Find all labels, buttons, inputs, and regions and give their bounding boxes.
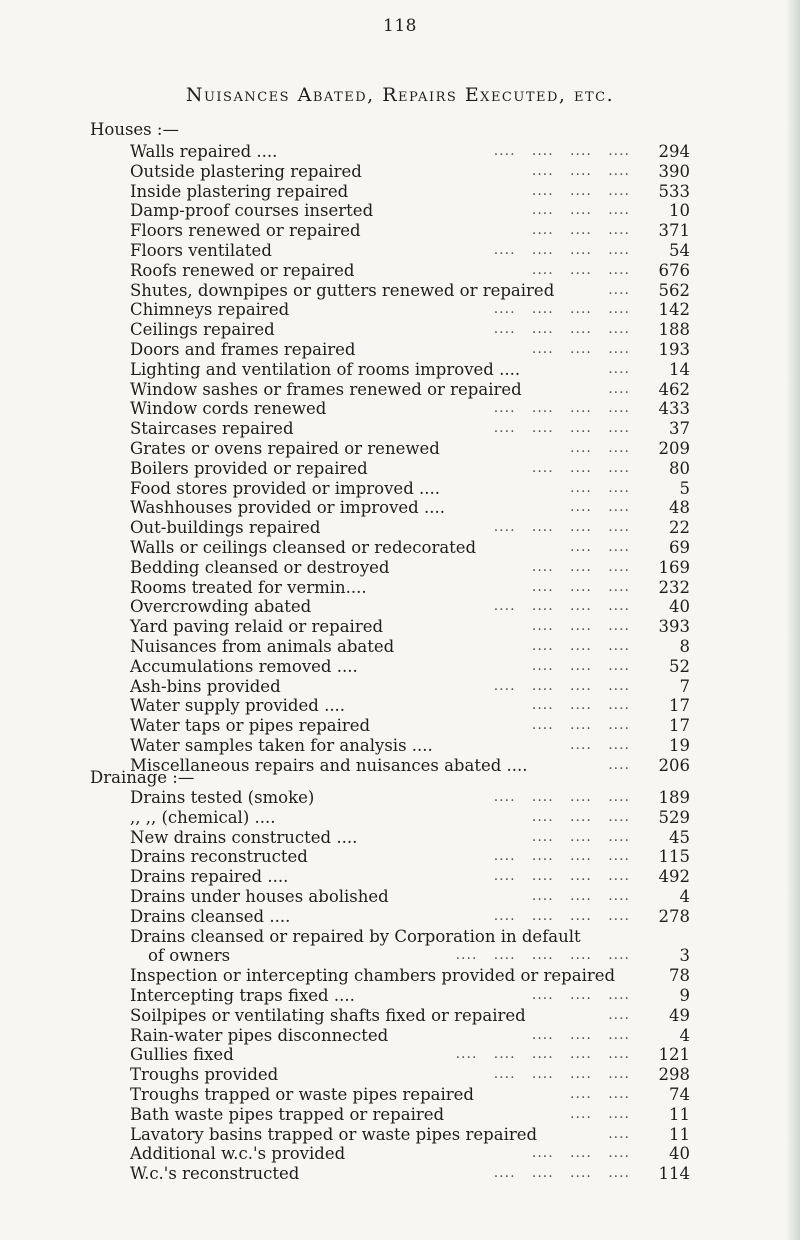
houses-row-value: 232 <box>658 577 690 597</box>
drainage-row-value: 11 <box>669 1124 690 1144</box>
drainage-row <box>130 1144 690 1164</box>
houses-row-label-text: Roofs renewed or repaired <box>130 260 355 280</box>
houses-row-value: 676 <box>658 260 690 280</box>
houses-row <box>130 597 690 617</box>
houses-row-label-text: Food stores provided or improved .... <box>130 478 440 498</box>
drainage-row-value: 78 <box>669 966 690 986</box>
houses-row <box>130 201 690 221</box>
drainage-row-leader-dots: .... .... .... <box>531 1026 630 1043</box>
houses-row <box>130 281 690 301</box>
drainage-row-label-text: Gullies fixed <box>130 1045 234 1065</box>
drainage-row-leader-dots: .... .... .... <box>531 887 630 904</box>
drainage-row-value: 492 <box>658 867 690 887</box>
drainage-row-label-text: Drains tested (smoke) <box>130 788 315 807</box>
houses-row <box>130 518 690 538</box>
drainage-row <box>130 1026 690 1046</box>
houses-row-label-text: Bedding cleansed or destroyed <box>130 557 390 577</box>
houses-row-leader-dots: .... .... .... <box>531 637 630 654</box>
drainage-row-label <box>130 847 308 867</box>
houses-row-leader-dots: .... .... .... <box>531 162 630 179</box>
houses-row-value: 142 <box>658 300 690 320</box>
houses-row <box>130 399 690 419</box>
houses-row-leader-dots: .... .... .... .... <box>493 519 630 536</box>
houses-row-leader-dots: .... .... .... .... <box>493 143 630 159</box>
houses-row-leader-dots: .... .... <box>570 538 630 555</box>
houses-row <box>130 300 690 320</box>
houses-row-leader-dots: .... <box>608 380 630 397</box>
houses-row-label-text: Water taps or pipes repaired <box>130 716 371 736</box>
houses-row-label <box>130 439 440 459</box>
drainage-row-label <box>130 907 290 927</box>
page-edge-shadow <box>786 0 800 1240</box>
houses-row-leader-dots: .... .... .... <box>531 222 630 239</box>
houses-row <box>130 439 690 459</box>
houses-row-label-text: Yard paving relaid or repaired <box>130 617 384 637</box>
drainage-row <box>130 966 690 986</box>
houses-row-label-text: Boilers provided or repaired <box>130 458 368 478</box>
houses-row-value: 169 <box>658 557 690 577</box>
houses-row-leader-dots: .... .... .... <box>531 578 630 595</box>
houses-row-label <box>130 419 294 439</box>
houses-row-leader-dots: .... .... .... <box>531 202 630 219</box>
houses-row-label <box>130 261 354 281</box>
houses-row <box>130 182 690 202</box>
houses-row <box>130 320 690 340</box>
drainage-row-leader-dots: .... .... .... <box>531 1145 630 1162</box>
houses-row-value: 80 <box>669 458 690 478</box>
houses-row <box>130 479 690 499</box>
houses-list <box>130 142 690 776</box>
drainage-row <box>130 1125 690 1145</box>
houses-row-value: 390 <box>658 161 690 181</box>
drainage-row-value: 4 <box>679 886 690 906</box>
drainage-row-value: 40 <box>669 1144 690 1164</box>
houses-row-value: 7 <box>679 676 690 696</box>
houses-row-value: 14 <box>669 359 690 379</box>
drainage-row-label <box>130 808 275 828</box>
houses-row-value: 5 <box>679 478 690 498</box>
houses-row <box>130 637 690 657</box>
houses-row-leader-dots: .... .... <box>570 736 630 753</box>
houses-row-label-text: Ceilings repaired <box>130 320 275 340</box>
houses-row <box>130 657 690 677</box>
drainage-row-leader-dots: .... .... .... .... <box>493 907 630 924</box>
drainage-row-label-text: Drains under houses abolished <box>130 886 389 906</box>
houses-row-label-text: Ash-bins provided <box>130 676 281 696</box>
houses-row-label-text: Miscellaneous repairs and nuisances abated .... <box>130 755 528 775</box>
houses-row-label <box>130 360 520 380</box>
houses-row-label-text: Chimneys repaired <box>130 300 290 320</box>
houses-row-label <box>130 597 311 617</box>
houses-row-value: 188 <box>658 320 690 340</box>
houses-row-label-text: Floors ventilated <box>130 240 272 260</box>
drainage-row-label <box>130 1105 444 1125</box>
houses-row-label <box>130 162 362 182</box>
drainage-row-label <box>130 1125 537 1145</box>
drainage-row-leader-dots: .... .... .... <box>531 808 630 825</box>
houses-row-value: 462 <box>658 379 690 399</box>
houses-row-leader-dots: .... <box>608 360 630 377</box>
houses-row-leader-dots: .... .... .... <box>531 657 630 674</box>
houses-row-label <box>130 281 554 301</box>
drainage-row-leader-dots: .... <box>608 1006 630 1023</box>
houses-row-value: 206 <box>658 755 690 775</box>
houses-row-label-text: Rooms treated for vermin.... <box>130 577 367 597</box>
drainage-row-value: 3 <box>679 946 690 966</box>
houses-row-label <box>130 142 277 162</box>
houses-row-label-text: Inside plastering repaired <box>130 181 349 201</box>
houses-row-value: 52 <box>669 656 690 676</box>
houses-row-leader-dots: .... .... .... <box>531 697 630 714</box>
houses-row <box>130 340 690 360</box>
drainage-row-label <box>130 1085 474 1105</box>
houses-row-label-text: Grates or ovens repaired or renewed <box>130 438 440 458</box>
drainage-row-leader-dots: .... .... .... .... <box>493 868 630 885</box>
houses-row-label-text: Washhouses provided or improved .... <box>130 498 445 518</box>
drainage-row-label <box>130 1144 345 1164</box>
drainage-row-value: 45 <box>669 827 690 847</box>
drainage-row <box>130 907 690 927</box>
drainage-row-value: 114 <box>658 1164 690 1184</box>
houses-row-label <box>130 241 272 261</box>
houses-row <box>130 538 690 558</box>
houses-row-value: 37 <box>669 419 690 439</box>
houses-row-label <box>130 320 275 340</box>
houses-row <box>130 756 690 776</box>
houses-row-label <box>130 716 370 736</box>
drainage-row-label-text: Troughs provided <box>130 1065 279 1085</box>
houses-row-leader-dots: .... <box>608 756 630 773</box>
houses-row-value: 17 <box>669 716 690 736</box>
houses-row-label <box>130 479 440 499</box>
houses-row-label <box>130 201 373 221</box>
drainage-row-label <box>130 1026 388 1046</box>
drainage-row-leader-dots: .... .... .... .... <box>493 789 630 805</box>
drainage-section-title: Drainage :— <box>90 768 195 787</box>
houses-row-label-text: Damp-proof courses inserted <box>130 201 374 221</box>
houses-row-value: 193 <box>658 339 690 359</box>
drainage-row <box>130 1045 690 1065</box>
houses-row-value: 209 <box>658 438 690 458</box>
drainage-row-value: 74 <box>669 1084 690 1104</box>
houses-row-leader-dots: .... .... .... .... <box>493 420 630 437</box>
houses-row-label <box>130 538 476 558</box>
houses-row-label <box>130 696 345 716</box>
houses-row <box>130 696 690 716</box>
houses-row-label-text: Water supply provided .... <box>130 696 346 716</box>
houses-row <box>130 558 690 578</box>
drainage-row-label <box>130 1065 278 1085</box>
houses-row-leader-dots: .... .... .... .... <box>493 321 630 338</box>
houses-row <box>130 261 690 281</box>
houses-row-label-text: Lighting and ventilation of rooms improved .... <box>130 359 521 379</box>
houses-row-value: 562 <box>658 280 690 300</box>
houses-row-leader-dots: .... .... .... <box>531 261 630 278</box>
drainage-row-label-continuation: of owners <box>148 946 231 966</box>
drainage-row-label-text: ,, ,, (chemical) .... <box>130 807 276 827</box>
houses-row-value: 17 <box>669 696 690 716</box>
houses-row <box>130 459 690 479</box>
drainage-row-label-text: Inspection or intercepting chambers provided or repaired <box>130 966 616 986</box>
drainage-row-label-text: Drains cleansed or repaired by Corporation in default <box>130 926 581 946</box>
houses-row-label <box>130 300 289 320</box>
drainage-row-label-text: Intercepting traps fixed .... <box>130 985 355 1005</box>
houses-row-label-text: Walls repaired .... <box>130 142 278 161</box>
houses-row-label-text: Accumulations removed .... <box>130 656 358 676</box>
houses-row-label-text: Nuisances from animals abated <box>130 636 395 656</box>
houses-row-label-text: Overcrowding abated <box>130 597 312 617</box>
houses-row-label <box>130 736 433 756</box>
drainage-row-leader-dots: .... .... .... <box>531 828 630 845</box>
drainage-row-value: 49 <box>669 1005 690 1025</box>
drainage-row-value: 529 <box>658 807 690 827</box>
houses-row-label-text: Floors renewed or repaired <box>130 221 361 241</box>
houses-row <box>130 360 690 380</box>
drainage-row <box>130 808 690 828</box>
drainage-row-label-text: New drains constructed .... <box>130 827 358 847</box>
houses-row-value: 533 <box>658 181 690 201</box>
houses-row <box>130 617 690 637</box>
houses-row <box>130 716 690 736</box>
houses-row-label-text: Walls or ceilings cleansed or redecorated <box>130 537 477 557</box>
drainage-row-label <box>130 986 355 1006</box>
drainage-row-label-text: Bath waste pipes trapped or repaired <box>130 1104 445 1124</box>
houses-row-label <box>130 399 326 419</box>
houses-row-label <box>130 518 320 538</box>
houses-row <box>130 578 690 598</box>
houses-row <box>130 736 690 756</box>
houses-row-label <box>130 677 281 697</box>
houses-row-leader-dots: .... <box>608 281 630 298</box>
houses-row-label <box>130 657 358 677</box>
houses-row-leader-dots: .... .... .... .... <box>493 241 630 258</box>
drainage-row-value: 278 <box>658 906 690 926</box>
houses-row-label-text: Out-buildings repaired <box>130 518 321 538</box>
drainage-row-label-text: Soilpipes or ventilating shafts fixed or repaired <box>130 1005 526 1025</box>
houses-row <box>130 498 690 518</box>
drainage-row-label-text: Lavatory basins trapped or waste pipes repaired <box>130 1124 538 1144</box>
houses-row-leader-dots: .... .... <box>570 439 630 456</box>
drainage-row-leader-dots: .... .... .... .... <box>493 1066 630 1083</box>
houses-row <box>130 162 690 182</box>
drainage-row <box>130 867 690 887</box>
houses-row-value: 371 <box>658 221 690 241</box>
drainage-row <box>130 986 690 1006</box>
houses-row-label-text: Window cords renewed <box>130 399 327 419</box>
drainage-row-label-text: Additional w.c.'s provided <box>130 1144 346 1164</box>
houses-row <box>130 677 690 697</box>
houses-row-label-text: Shutes, downpipes or gutters renewed or repaired <box>130 280 555 300</box>
drainage-row-leader-dots: .... .... .... .... .... <box>455 1046 630 1063</box>
houses-row-value: 393 <box>658 617 690 637</box>
houses-row-leader-dots: .... .... .... .... <box>493 677 630 694</box>
houses-row-label <box>130 498 445 518</box>
drainage-row-label <box>130 828 357 848</box>
houses-row <box>130 419 690 439</box>
houses-row-leader-dots: .... .... <box>570 479 630 496</box>
drainage-row-leader-dots: .... .... .... .... <box>493 1165 630 1182</box>
drainage-row <box>130 887 690 907</box>
houses-row-value: 54 <box>669 240 690 260</box>
houses-row <box>130 142 690 162</box>
drainage-row-value: 9 <box>679 985 690 1005</box>
drainage-row <box>130 847 690 867</box>
drainage-row-label <box>130 1164 299 1184</box>
drainage-row-label-text: W.c.'s reconstructed <box>130 1164 300 1184</box>
drainage-row-leader-dots: .... .... <box>570 1085 630 1102</box>
drainage-row <box>130 828 690 848</box>
page-number: 118 <box>383 16 417 36</box>
houses-row-leader-dots: .... .... .... .... <box>493 400 630 417</box>
houses-row-leader-dots: .... .... .... <box>531 182 630 199</box>
drainage-row-leader-dots: .... .... <box>570 1105 630 1122</box>
houses-row-label <box>130 637 394 657</box>
drainage-row-label <box>130 1045 234 1065</box>
houses-row-value: 19 <box>669 735 690 755</box>
drainage-row-label <box>130 867 288 887</box>
drainage-row-label-text: Drains repaired .... <box>130 867 289 887</box>
houses-row-leader-dots: .... .... .... .... <box>493 598 630 615</box>
houses-row-leader-dots: .... .... .... <box>531 618 630 635</box>
drainage-row-value: 11 <box>669 1104 690 1124</box>
houses-row-value: 69 <box>669 537 690 557</box>
houses-row-value: 22 <box>669 518 690 538</box>
drainage-row-label-text: Troughs trapped or waste pipes repaired <box>130 1084 474 1104</box>
houses-row-leader-dots: .... .... .... <box>531 459 630 476</box>
drainage-row-label <box>130 966 615 986</box>
houses-row-label <box>130 617 383 637</box>
houses-row-label-text: Window sashes or frames renewed or repaired <box>130 379 522 399</box>
houses-section-title: Houses :— <box>90 120 179 139</box>
drainage-row-value: 4 <box>679 1025 690 1045</box>
houses-row-leader-dots: .... .... .... <box>531 717 630 734</box>
houses-row-value: 10 <box>669 201 690 221</box>
drainage-row-label-text: Rain-water pipes disconnected <box>130 1025 389 1045</box>
houses-row-label <box>130 340 355 360</box>
houses-row-value: 8 <box>679 636 690 656</box>
drainage-row <box>130 788 690 808</box>
houses-row-value: 48 <box>669 498 690 518</box>
drainage-row-label-text: Drains reconstructed <box>130 847 308 867</box>
houses-row-leader-dots: .... .... <box>570 499 630 516</box>
drainage-row <box>130 1085 690 1105</box>
drainage-row-leader-dots: .... <box>608 1125 630 1142</box>
drainage-list <box>130 788 690 1184</box>
houses-row-label <box>130 380 522 400</box>
houses-row-leader-dots: .... .... .... <box>531 340 630 357</box>
houses-row-label-text: Outside plastering repaired <box>130 161 362 181</box>
houses-row <box>130 221 690 241</box>
drainage-row-value: 121 <box>658 1045 690 1065</box>
drainage-row-leader-dots: .... .... .... .... .... <box>455 947 630 964</box>
houses-row-label <box>130 459 368 479</box>
houses-row <box>130 241 690 261</box>
houses-row-label-text: Water samples taken for analysis .... <box>130 735 433 755</box>
drainage-row <box>130 1164 690 1184</box>
drainage-row <box>130 1105 690 1125</box>
drainage-row-label <box>130 887 389 907</box>
drainage-row-value: 115 <box>658 847 690 867</box>
houses-row-label <box>130 221 361 241</box>
houses-row-label <box>130 578 367 598</box>
drainage-row-leader-dots: .... .... .... .... <box>493 848 630 865</box>
houses-row-leader-dots: .... .... .... <box>531 558 630 575</box>
houses-row-label-text: Staircases repaired <box>130 419 294 439</box>
houses-row-label <box>130 182 348 202</box>
drainage-row <box>130 1065 690 1085</box>
drainage-row-label-text: Drains cleansed .... <box>130 906 291 926</box>
drainage-row <box>130 1006 690 1026</box>
houses-row-label-text: Doors and frames repaired <box>130 339 356 359</box>
page-heading: Nuisances Abated, Repairs Executed, etc. <box>185 84 615 106</box>
houses-row-value: 294 <box>658 142 690 161</box>
houses-row-label <box>130 558 389 578</box>
houses-row-leader-dots: .... .... .... .... <box>493 301 630 318</box>
houses-row <box>130 380 690 400</box>
drainage-row-leader-dots: .... .... .... <box>531 986 630 1003</box>
drainage-row-value: 298 <box>658 1065 690 1085</box>
drainage-row-label <box>130 788 314 808</box>
drainage-row-value: 189 <box>658 788 690 807</box>
drainage-row-label <box>130 1006 526 1026</box>
houses-row-value: 433 <box>658 399 690 419</box>
houses-row-value: 40 <box>669 597 690 617</box>
drainage-row <box>130 927 690 967</box>
